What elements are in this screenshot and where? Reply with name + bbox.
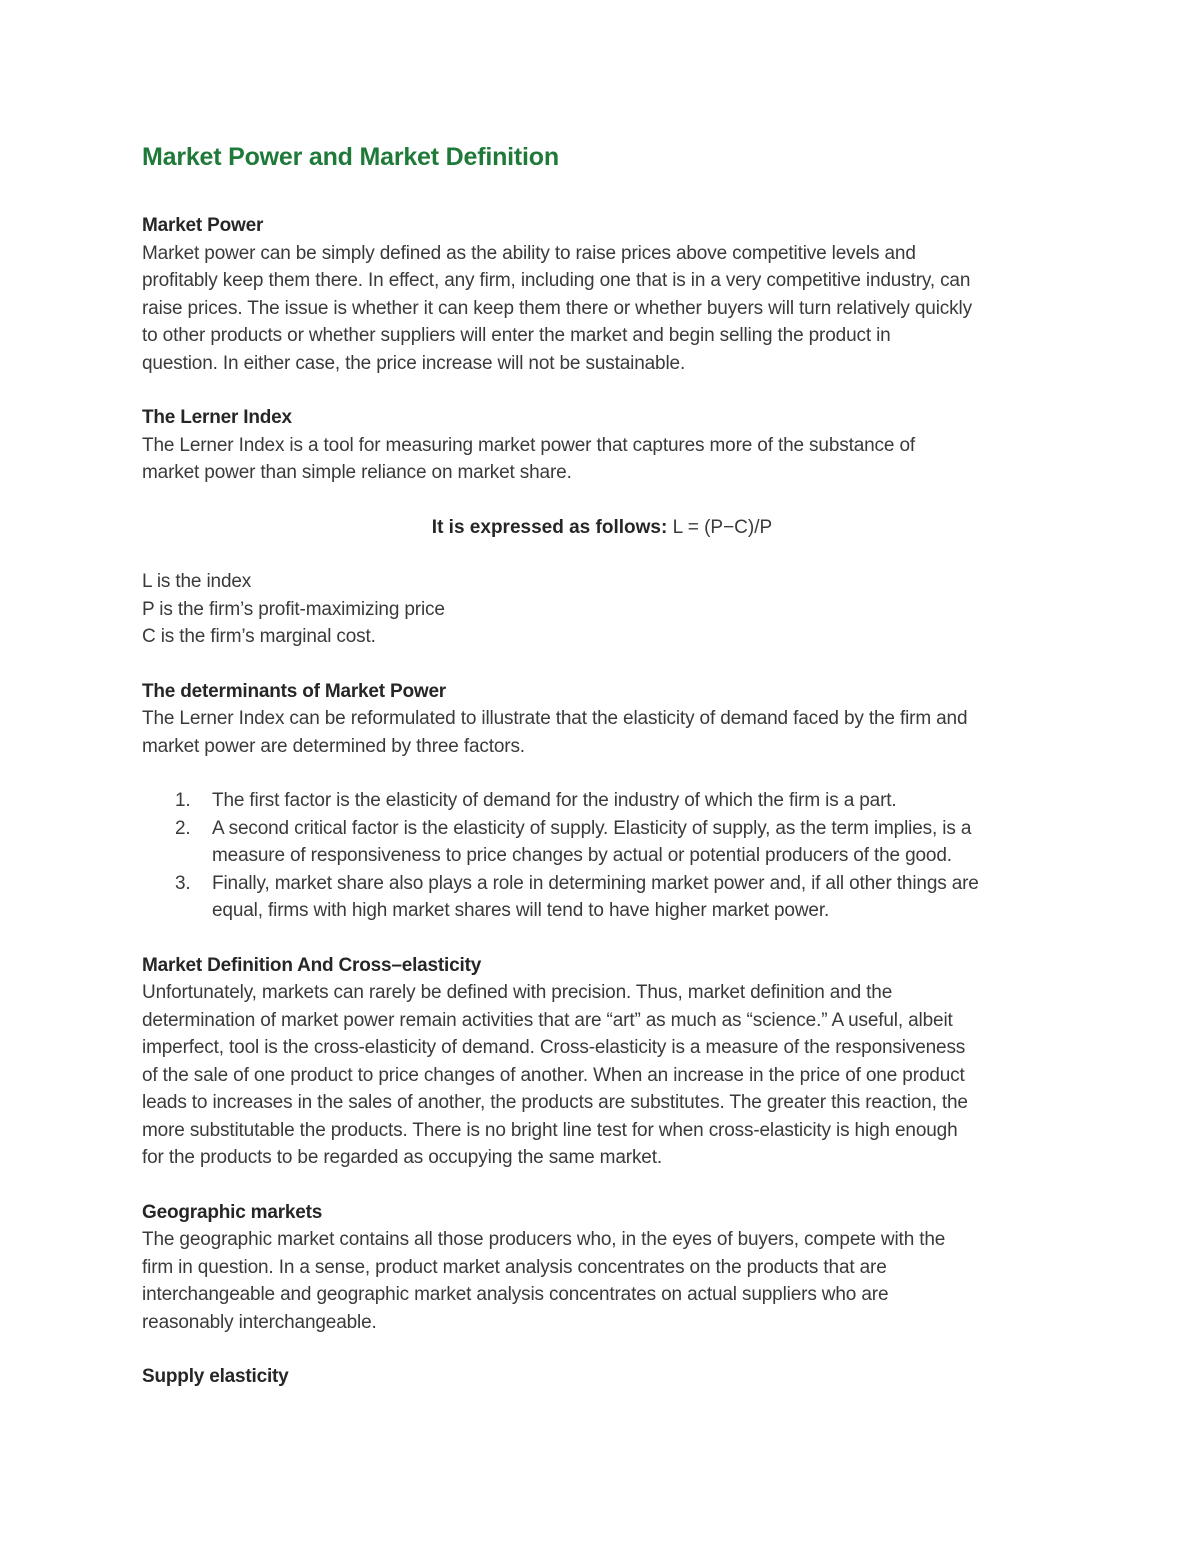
paragraph-line: determination of market power remain activities that are “art” as much as “science.” A useful, albeit: [142, 1009, 953, 1031]
paragraph-line: imperfect, tool is the cross-elasticity of demand. Cross-elasticity is a measure of the responsiveness: [142, 1037, 966, 1058]
page-title: Market Power and Market Definition: [142, 143, 559, 171]
section-heading: Geographic markets: [142, 1201, 323, 1223]
list-item-line: measure of responsiveness to price changes by actual or potential producers of the good.: [212, 845, 952, 866]
formula-expression: L = (P−C)/P: [672, 516, 773, 538]
section-supply-elasticity: [142, 1363, 1062, 1391]
definition-line: L is the index: [142, 571, 252, 592]
list-number: 2.: [175, 817, 191, 839]
list-item: [142, 787, 1062, 815]
paragraph-line: Market power can be simply defined as the ability to raise prices above competitive levels and: [142, 242, 916, 264]
list-item: [142, 815, 1062, 870]
paragraph-line: more substitutable the products. There is no bright line test for when cross-elasticity is high enough: [142, 1119, 958, 1141]
determinants-list: [142, 787, 1062, 925]
list-number: 1.: [175, 790, 191, 811]
paragraph-line: market power are determined by three factors.: [142, 735, 525, 757]
section-heading: Market Power: [142, 215, 264, 236]
paragraph-line: The geographic market contains all those producers who, in the eyes of buyers, compete with the: [142, 1229, 946, 1250]
formula-definitions: [142, 568, 1062, 651]
paragraph-line: for the products to be regarded as occupying the same market.: [142, 1147, 662, 1168]
section-geographic-markets: [142, 1199, 1062, 1337]
section-cross-elasticity: [142, 952, 1062, 1172]
section-heading: The Lerner Index: [142, 407, 292, 428]
paragraph-line: market power than simple reliance on market share.: [142, 462, 572, 483]
list-number: 3.: [175, 872, 191, 894]
formula-label: It is expressed as follows:: [431, 516, 668, 538]
paragraph-line: question. In either case, the price increase will not be sustainable.: [142, 352, 686, 374]
paragraph-line: firm in question. In a sense, product market analysis concentrates on the products that are: [142, 1256, 887, 1278]
list-item-line: A second critical factor is the elasticity of supply. Elasticity of supply, as the term implies, is a: [212, 817, 972, 839]
paragraph-line: profitably keep them there. In effect, any firm, including one that is in a very competitive industry, can: [142, 270, 971, 291]
paragraph-line: The Lerner Index can be reformulated to illustrate that the elasticity of demand faced by the firm and: [142, 708, 968, 729]
section-lerner-index: [142, 404, 1062, 487]
section-heading: Market Definition And Cross–elasticity: [142, 954, 482, 976]
definition-line: C is the firm’s marginal cost.: [142, 626, 376, 647]
list-item-line: Finally, market share also plays a role in determining market power and, if all other things are: [212, 872, 979, 894]
document-page: [142, 138, 1062, 1418]
section-market-power: [142, 212, 1062, 377]
section-determinants: [142, 678, 1062, 761]
paragraph-line: The Lerner Index is a tool for measuring market power that captures more of the substance of: [142, 434, 915, 456]
list-item: [142, 870, 1062, 925]
paragraph-line: to other products or whether suppliers will enter the market and begin selling the product in: [142, 325, 891, 346]
paragraph-line: reasonably interchangeable.: [142, 1311, 377, 1333]
paragraph-line: raise prices. The issue is whether it can keep them there or whether buyers will turn relatively quickly: [142, 297, 972, 319]
section-heading: The determinants of Market Power: [142, 680, 447, 702]
section-heading: Supply elasticity: [142, 1366, 289, 1387]
paragraph-line: Unfortunately, markets can rarely be defined with precision. Thus, market definition and the: [142, 982, 893, 1003]
paragraph-line: leads to increases in the sales of another, the products are substitutes. The greater this reaction, the: [142, 1092, 968, 1113]
paragraph-line: of the sale of one product to price changes of another. When an increase in the price of one product: [142, 1064, 965, 1086]
lerner-formula: [142, 514, 1062, 542]
paragraph-line: interchangeable and geographic market analysis concentrates on actual suppliers who are: [142, 1284, 889, 1305]
list-item-line: The first factor is the elasticity of demand for the industry of which the firm is a part.: [212, 790, 897, 811]
list-item-line: equal, firms with high market shares will tend to have higher market power.: [212, 900, 830, 921]
definition-line: P is the firm’s profit-maximizing price: [142, 598, 445, 620]
